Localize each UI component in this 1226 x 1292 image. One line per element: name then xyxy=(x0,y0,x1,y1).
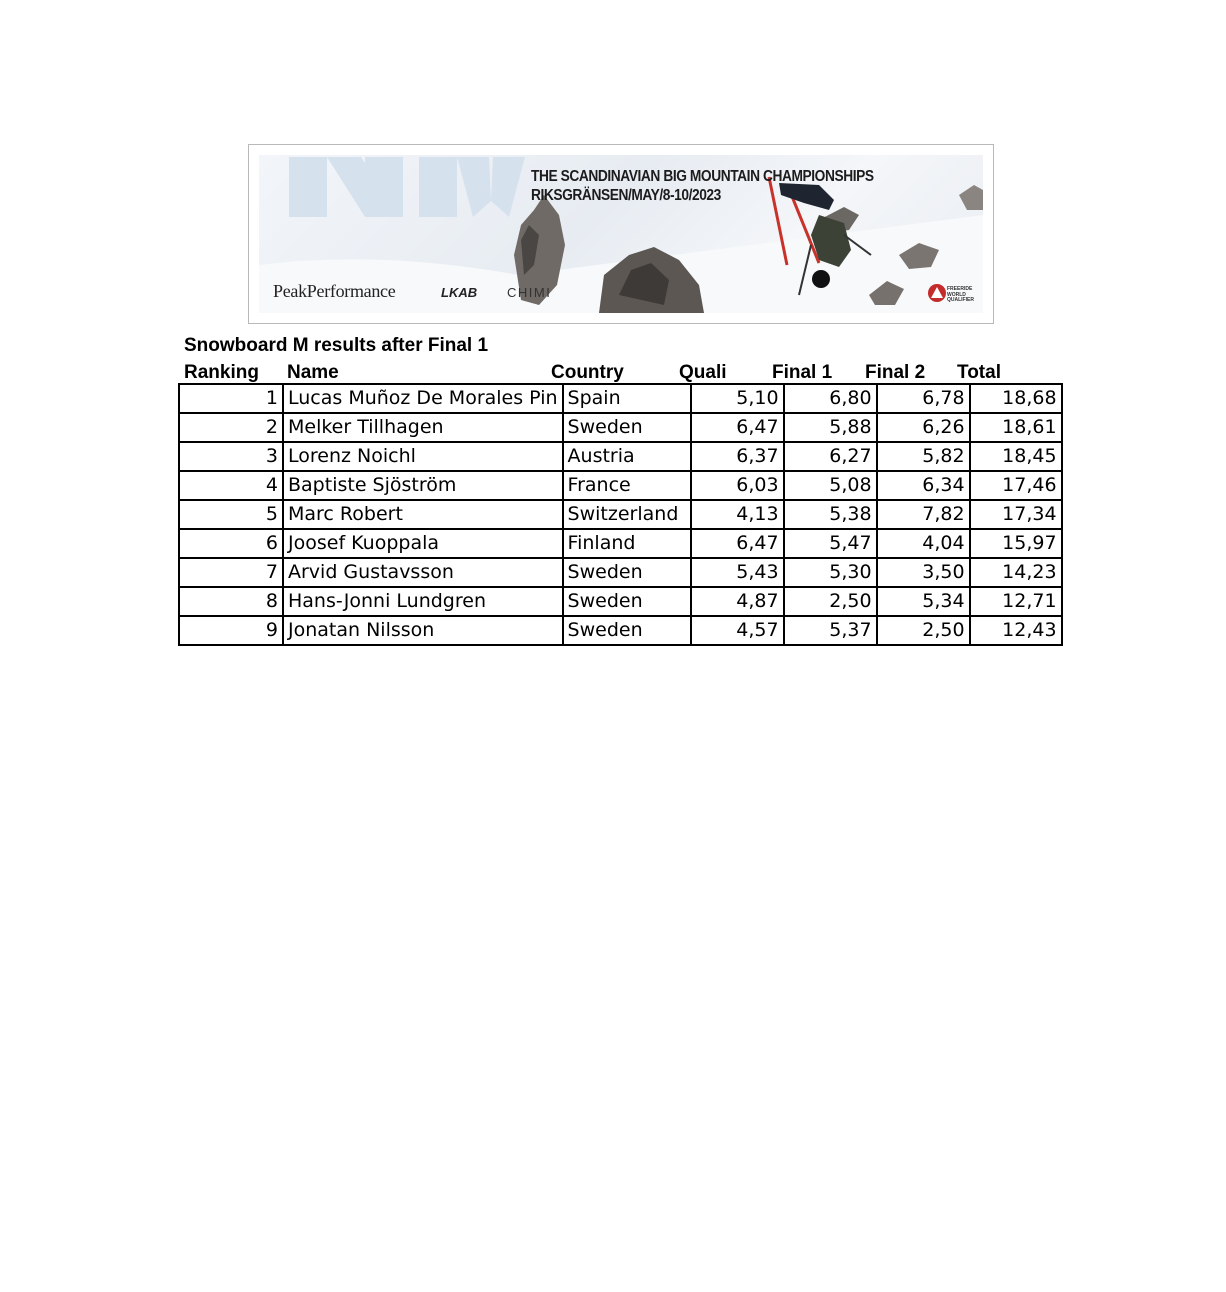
cell-final1: 5,38 xyxy=(784,500,877,529)
cell-total: 17,34 xyxy=(970,500,1062,529)
cell-rank: 2 xyxy=(179,413,283,442)
banner-photo xyxy=(259,155,983,313)
cell-name: Jonatan Nilsson xyxy=(283,616,563,645)
cell-rank: 3 xyxy=(179,442,283,471)
cell-country: Switzerland xyxy=(563,500,691,529)
table-row xyxy=(179,413,1062,442)
cell-country: Sweden xyxy=(563,558,691,587)
sponsor-chimi: CHIMI xyxy=(507,285,552,300)
cell-country: Finland xyxy=(563,529,691,558)
cell-final2: 7,82 xyxy=(877,500,970,529)
cell-final1: 2,50 xyxy=(784,587,877,616)
table-row xyxy=(179,616,1062,645)
qualifier-badge-text xyxy=(947,287,974,304)
cell-rank: 5 xyxy=(179,500,283,529)
header-final2: Final 2 xyxy=(865,362,926,383)
cell-rank: 4 xyxy=(179,471,283,500)
cell-quali: 6,47 xyxy=(691,413,784,442)
cell-name: Hans-Jonni Lundgren xyxy=(283,587,563,616)
cell-country: France xyxy=(563,471,691,500)
freeride-qualifier-logo xyxy=(928,284,946,302)
results-table xyxy=(178,383,1063,646)
cell-final1: 5,37 xyxy=(784,616,877,645)
cell-country: Sweden xyxy=(563,587,691,616)
cell-final1: 5,47 xyxy=(784,529,877,558)
cell-total: 18,68 xyxy=(970,384,1062,413)
cell-quali: 6,47 xyxy=(691,529,784,558)
cell-quali: 4,57 xyxy=(691,616,784,645)
cell-country: Sweden xyxy=(563,413,691,442)
cell-final2: 5,34 xyxy=(877,587,970,616)
table-row xyxy=(179,558,1062,587)
qualifier-line-3: QUALIFIER xyxy=(947,297,974,303)
cell-rank: 1 xyxy=(179,384,283,413)
table-row xyxy=(179,587,1062,616)
cell-quali: 4,13 xyxy=(691,500,784,529)
cell-final1: 5,88 xyxy=(784,413,877,442)
cell-quali: 6,03 xyxy=(691,471,784,500)
headline-line-2: RIKSGRÄNSEN/MAY/8-10/2023 xyxy=(531,187,721,204)
cell-name: Baptiste Sjöström xyxy=(283,471,563,500)
table-row xyxy=(179,471,1062,500)
cell-final1: 5,08 xyxy=(784,471,877,500)
cell-final1: 5,30 xyxy=(784,558,877,587)
cell-name: Marc Robert xyxy=(283,500,563,529)
sponsor-peakperformance: PeakPerformance xyxy=(273,281,396,301)
cell-name: Melker Tillhagen xyxy=(283,413,563,442)
header-name: Name xyxy=(287,362,339,383)
cell-quali: 4,87 xyxy=(691,587,784,616)
cell-final1: 6,80 xyxy=(784,384,877,413)
results-title: Snowboard M results after Final 1 xyxy=(184,335,489,356)
cell-total: 17,46 xyxy=(970,471,1062,500)
cell-total: 15,97 xyxy=(970,529,1062,558)
event-banner xyxy=(248,144,994,324)
headline-line-1: THE SCANDINAVIAN BIG MOUNTAIN CHAMPIONSHIPS xyxy=(531,168,874,185)
cell-name: Lorenz Noichl xyxy=(283,442,563,471)
table-row xyxy=(179,500,1062,529)
cell-total: 18,61 xyxy=(970,413,1062,442)
cell-name: Arvid Gustavsson xyxy=(283,558,563,587)
table-row xyxy=(179,384,1062,413)
cell-country: Austria xyxy=(563,442,691,471)
header-country: Country xyxy=(551,362,624,383)
cell-total: 14,23 xyxy=(970,558,1062,587)
header-final1: Final 1 xyxy=(772,362,833,383)
cell-rank: 8 xyxy=(179,587,283,616)
cell-rank: 6 xyxy=(179,529,283,558)
qualifier-line-2: WORLD xyxy=(947,291,966,298)
cell-total: 12,71 xyxy=(970,587,1062,616)
cell-quali: 5,10 xyxy=(691,384,784,413)
cell-final2: 2,50 xyxy=(877,616,970,645)
cell-name: Lucas Muñoz De Morales Pin xyxy=(283,384,563,413)
header-total: Total xyxy=(957,362,1001,383)
table-row xyxy=(179,529,1062,558)
cell-name: Joosef Kuoppala xyxy=(283,529,563,558)
cell-final2: 6,34 xyxy=(877,471,970,500)
cell-final2: 6,78 xyxy=(877,384,970,413)
banner-headline xyxy=(531,167,874,205)
header-ranking: Ranking xyxy=(184,362,259,383)
cell-final2: 5,82 xyxy=(877,442,970,471)
cell-final2: 6,26 xyxy=(877,413,970,442)
results-body xyxy=(179,384,1062,645)
cell-final1: 6,27 xyxy=(784,442,877,471)
cell-rank: 9 xyxy=(179,616,283,645)
cell-total: 12,43 xyxy=(970,616,1062,645)
cell-quali: 5,43 xyxy=(691,558,784,587)
cell-final2: 4,04 xyxy=(877,529,970,558)
cell-country: Spain xyxy=(563,384,691,413)
table-row xyxy=(179,442,1062,471)
cell-total: 18,45 xyxy=(970,442,1062,471)
cell-final2: 3,50 xyxy=(877,558,970,587)
cell-rank: 7 xyxy=(179,558,283,587)
header-quali: Quali xyxy=(679,362,727,383)
cell-country: Sweden xyxy=(563,616,691,645)
qualifier-line-1: FREERIDE xyxy=(947,286,973,292)
sponsor-lkab: LKAB xyxy=(441,285,478,300)
cell-quali: 6,37 xyxy=(691,442,784,471)
